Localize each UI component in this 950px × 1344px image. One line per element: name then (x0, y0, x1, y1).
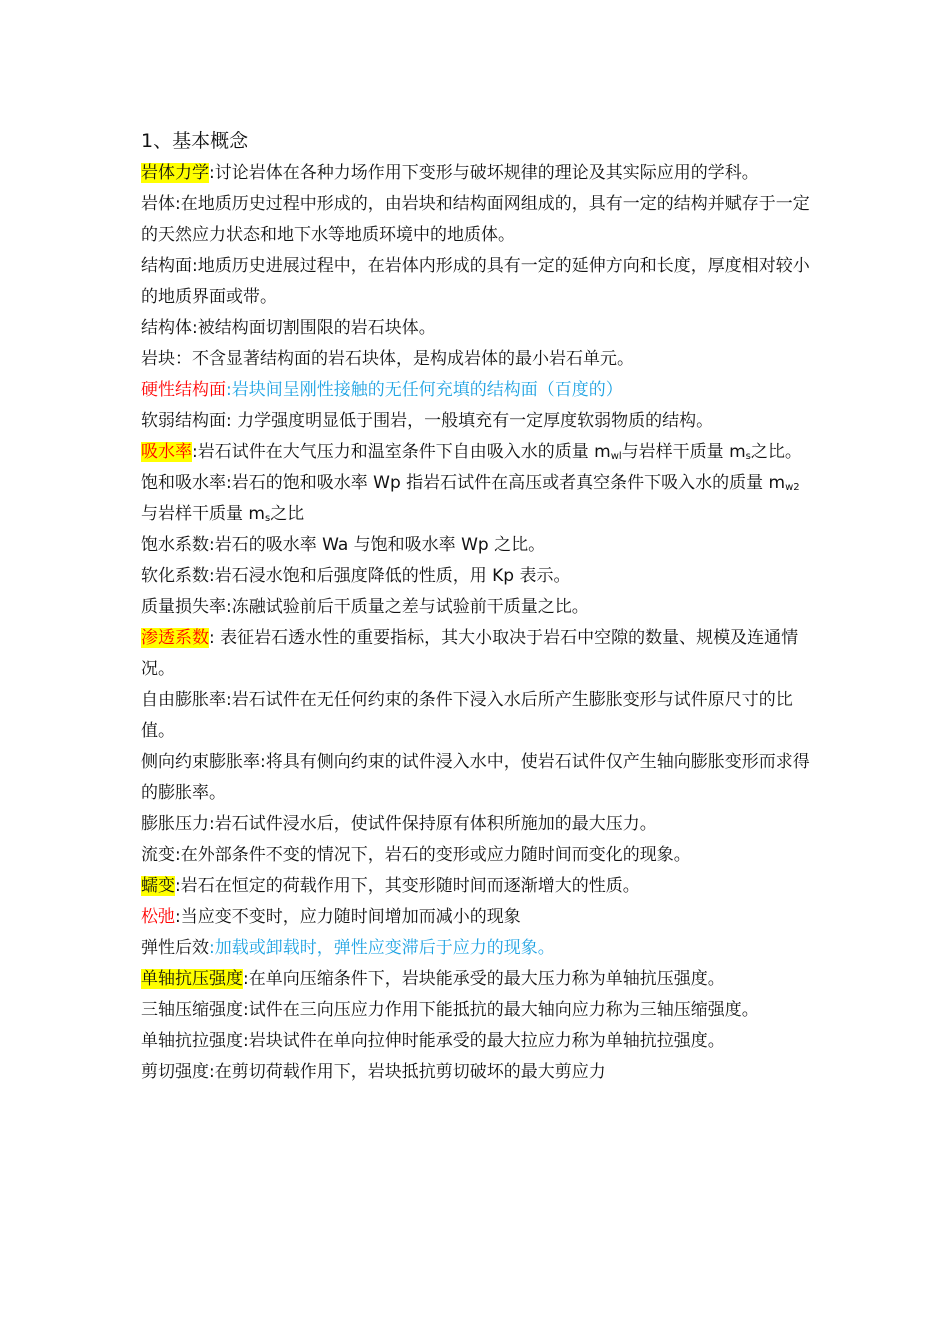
definition-text: :岩块间呈刚性接触的无任何充填的结构面（百度的） (226, 380, 623, 400)
definition-text: 之比 (270, 504, 305, 524)
definition-entry (141, 375, 811, 406)
definition-entry (141, 406, 811, 437)
definition-text: :岩石的饱和吸水率 Wp 指岩石试件在高压或者真空条件下吸入水的质量 m (226, 473, 786, 493)
definition-text: :当应变不变时，应力随时间增加而减小的现象 (175, 907, 521, 927)
definition-text: : 表征岩石透水性的重要指标，其大小取决于岩石中空隙的数量、规模及连通情况。 (141, 628, 799, 679)
definition-term: 结构体 (141, 318, 192, 338)
definition-term: 弹性后效 (141, 938, 209, 958)
definition-text: :岩石在恒定的荷载作用下，其变形随时间而逐渐增大的性质。 (175, 876, 640, 896)
definition-term: 岩体 (141, 194, 175, 214)
definition-entry (141, 468, 811, 530)
definition-term: 蠕变 (141, 876, 175, 896)
section-heading: 1、基本概念 (141, 130, 249, 152)
subscript: wl (610, 451, 622, 462)
definition-text: ：不含显著结构面的岩石块体，是构成岩体的最小岩石单元。 (175, 349, 634, 369)
definition-term: 结构面 (141, 256, 192, 276)
definition-text: :加载或卸载时，弹性应变滞后于应力的现象。 (209, 938, 555, 958)
definition-term: 三轴压缩强度 (141, 1000, 243, 1020)
definition-term: 单轴抗拉强度 (141, 1031, 243, 1051)
definition-entry (141, 1026, 811, 1057)
definition-entry (141, 933, 811, 964)
definition-term: 饱和吸水率 (141, 473, 226, 493)
definition-term: 软化系数 (141, 566, 209, 586)
definition-term: 岩块 (141, 349, 175, 369)
definition-entry (141, 623, 811, 685)
definition-text: :在单向压缩条件下，岩块能承受的最大压力称为单轴抗压强度。 (243, 969, 725, 989)
definition-entry (141, 592, 811, 623)
definition-term: 质量损失率 (141, 597, 226, 617)
definition-text: :被结构面切割围限的岩石块体。 (192, 318, 436, 338)
definition-term: 剪切强度 (141, 1062, 209, 1082)
definition-term: 膨胀压力 (141, 814, 209, 834)
definition-entry (141, 1057, 811, 1088)
subscript: s (264, 513, 271, 524)
definition-entry (141, 344, 811, 375)
definition-text: :岩石浸水饱和后强度降低的性质，用 Kp 表示。 (209, 566, 571, 586)
definition-entry (141, 685, 811, 747)
definition-term: 饱水系数 (141, 535, 209, 555)
definition-text: :讨论岩体在各种力场作用下变形与破坏规律的理论及其实际应用的学科。 (209, 163, 759, 183)
definition-text: :地质历史进展过程中，在岩体内形成的具有一定的延伸方向和长度，厚度相对较小的地质界面或带。 (141, 256, 810, 307)
definition-term: 松弛 (141, 907, 175, 927)
definition-text: :在地质历史过程中形成的，由岩块和结构面网组成的，具有一定的结构并赋存于一定的天然应力状态和地下水等地质环境中的地质体。 (141, 194, 810, 245)
definition-text: :岩石试件在大气压力和温室条件下自由吸入水的质量 m (192, 442, 611, 462)
definition-entry (141, 964, 811, 995)
definition-term: 渗透系数 (141, 628, 209, 648)
subscript: s (745, 451, 751, 462)
definition-entry (141, 902, 811, 933)
definition-entry (141, 189, 811, 251)
definition-text: :在剪切荷载作用下，岩块抵抗剪切破坏的最大剪应力 (209, 1062, 606, 1082)
definition-term: 流变 (141, 845, 175, 865)
definition-term: 自由膨胀率 (141, 690, 226, 710)
definition-entry (141, 871, 811, 902)
definition-entry (141, 437, 811, 468)
definition-text: 与岩样干质量 m (141, 504, 265, 524)
definition-entry (141, 313, 811, 344)
subscript: w2 (785, 482, 800, 493)
definition-term: 岩体力学 (141, 163, 209, 183)
definition-entry (141, 840, 811, 871)
definition-text: : 力学强度明显低于围岩，一般填充有一定厚度软弱物质的结构。 (226, 411, 714, 431)
definition-text: :岩石试件浸水后，使试件保持原有体积所施加的最大压力。 (209, 814, 657, 834)
definition-entry (141, 561, 811, 592)
definition-term: 单轴抗压强度 (141, 969, 243, 989)
definition-entry (141, 251, 811, 313)
definition-text: :将具有侧向约束的试件浸入水中，使岩石试件仅产生轴向膨胀变形而求得的膨胀率。 (141, 752, 810, 803)
definition-term: 吸水率 (141, 442, 192, 462)
definition-entry (141, 530, 811, 561)
definition-entry (141, 995, 811, 1026)
definition-text: :岩块试件在单向拉伸时能承受的最大拉应力称为单轴抗拉强度。 (243, 1031, 725, 1051)
definition-text: :岩石试件在无任何约束的条件下浸入水后所产生膨胀变形与试件原尺寸的比值。 (141, 690, 793, 741)
definition-term: 软弱结构面 (141, 411, 226, 431)
definition-text: :冻融试验前后干质量之差与试验前干质量之比。 (226, 597, 589, 617)
definition-entry (141, 809, 811, 840)
definition-text: 之比。 (750, 442, 802, 462)
definition-term: 侧向约束膨胀率 (141, 752, 260, 772)
definition-entry (141, 747, 811, 809)
document-page (141, 128, 811, 1088)
definition-text: :岩石的吸水率 Wa 与饱和吸水率 Wp 之比。 (209, 535, 546, 555)
definition-term: 硬性结构面 (141, 380, 226, 400)
definition-text: :试件在三向压应力作用下能抵抗的最大轴向应力称为三轴压缩强度。 (243, 1000, 759, 1020)
definition-text: :在外部条件不变的情况下，岩石的变形或应力随时间而变化的现象。 (175, 845, 691, 865)
definition-text: 与岩样干质量 m (621, 442, 746, 462)
definition-entry (141, 158, 811, 189)
